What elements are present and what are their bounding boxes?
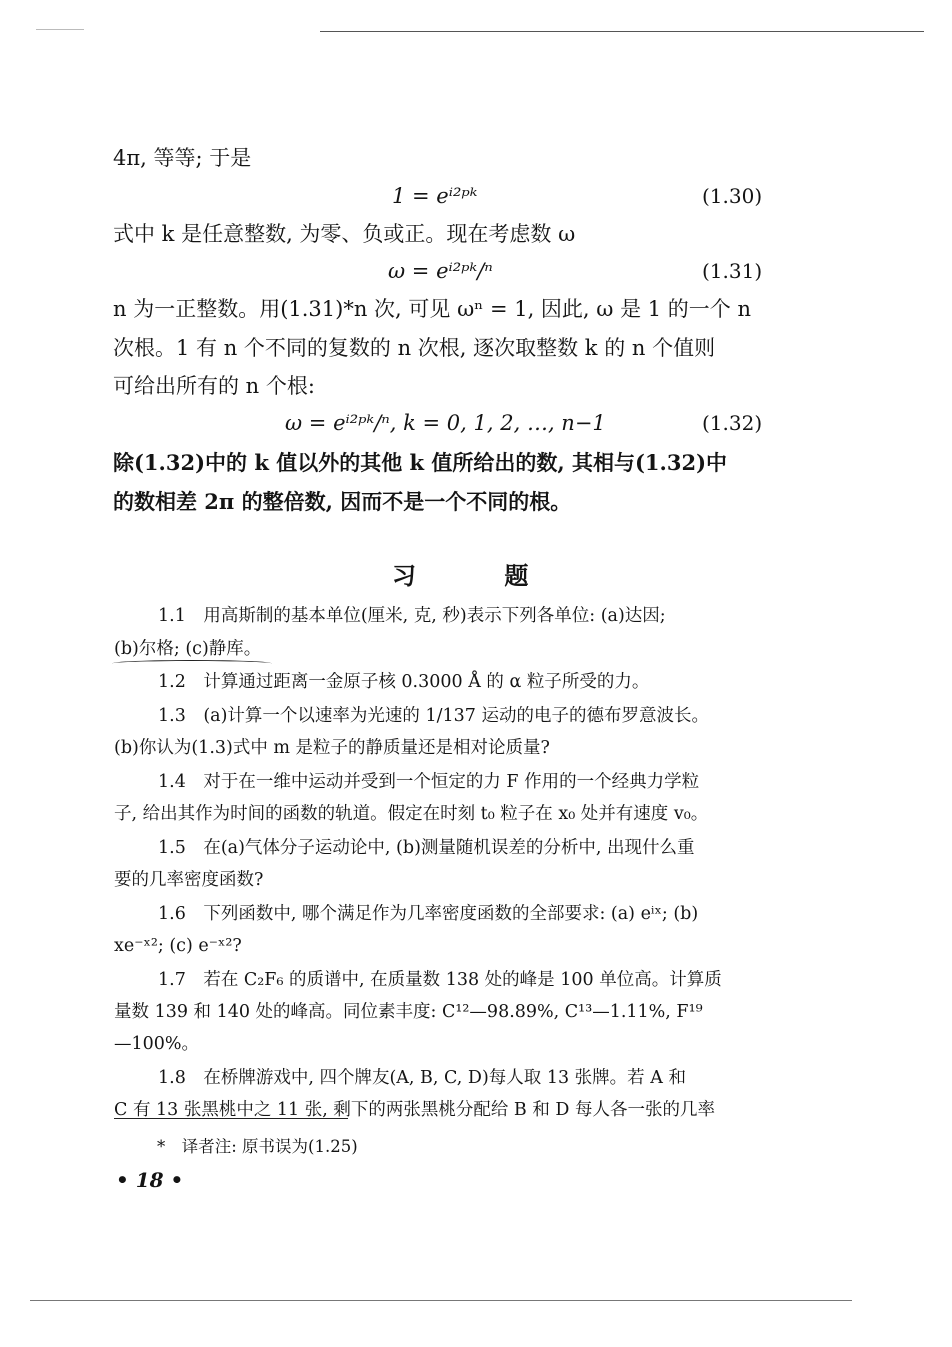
body-line: 4π, 等等; 于是 xyxy=(113,146,252,170)
body-line: 次根。1 有 n 个不同的复数的 n 次根, 逐次取整数 k 的 n 个值则 xyxy=(113,336,716,360)
scan-edge-line xyxy=(320,31,924,32)
exercise-line: 1.6 下列函数中, 哪个满足作为几率密度函数的全部要求: (a) eⁱˣ; (b) xyxy=(158,904,699,924)
body-line: 可给出所有的 n 个根: xyxy=(113,374,315,398)
body-line: n 为一正整数。用(1.31)*n 次, 可见 ωⁿ = 1, 因此, ω 是 1 的一个 n xyxy=(113,297,751,321)
exercise-line: 1.8 在桥牌游戏中, 四个牌友(A, B, C, D)每人取 13 张牌。若 A 和 xyxy=(158,1068,686,1088)
exercise-line: (b)你认为(1.3)式中 m 是粒子的静质量还是相对论质量? xyxy=(114,738,550,758)
exercise-line: 1.7 若在 C₂F₆ 的质谱中, 在质量数 138 处的峰是 100 单位高。计算质 xyxy=(158,970,722,990)
equation-1-32: ω = eⁱ²ᵖᵏ/ⁿ, k = 0, 1, 2, …, n−1 xyxy=(285,411,606,435)
equation-number: (1.32) xyxy=(702,411,763,435)
scan-edge-line xyxy=(36,29,84,30)
exercise-line: 1.4 对于在一维中运动并受到一个恒定的力 F 作用的一个经典力学粒 xyxy=(158,772,700,792)
body-line: 式中 k 是任意整数, 为零、负或正。现在考虑数 ω xyxy=(113,222,576,246)
footnote: * 译者注: 原书误为(1.25) xyxy=(157,1137,358,1156)
footnote-rule xyxy=(114,1118,348,1119)
equation-number: (1.30) xyxy=(702,184,763,208)
exercise-line: 1.1 用高斯制的基本单位(厘米, 克, 秒)表示下列各单位: (a)达因; xyxy=(158,606,666,626)
exercise-line: 1.3 (a)计算一个以速率为光速的 1/137 运动的电子的德布罗意波长。 xyxy=(158,706,709,726)
equation-1-30: 1 = eⁱ²ᵖᵏ xyxy=(392,184,478,208)
exercise-line: (b)尔格; (c)静库。 xyxy=(114,639,262,659)
pen-underline-mark xyxy=(112,660,272,667)
section-heading: 习 题 xyxy=(392,561,569,590)
exercise-line: 子, 给出其作为时间的函数的轨道。假定在时刻 t₀ 粒子在 x₀ 处并有速度 v₀。 xyxy=(114,804,709,824)
exercise-line: 1.5 在(a)气体分子运动论中, (b)测量随机误差的分析中, 出现什么重 xyxy=(158,838,695,858)
exercise-line: 1.2 计算通过距离一金原子核 0.3000 Å 的 α 粒子所受的力。 xyxy=(158,672,650,692)
exercise-line: 要的几率密度函数? xyxy=(114,870,264,890)
exercise-line: C 有 13 张黑桃中之 11 张, 剩下的两张黑桃分配给 B 和 D 每人各一张的几率 xyxy=(114,1100,716,1120)
exercise-line: 量数 139 和 140 处的峰高。同位素丰度: C¹²—98.89%, C¹³—1.11%, F¹⁹ xyxy=(114,1002,703,1022)
body-line: 的数相差 2π 的整倍数, 因而不是一个不同的根。 xyxy=(113,489,572,514)
body-line: 除(1.32)中的 k 值以外的其他 k 值所给出的数, 其相与(1.32)中 xyxy=(113,450,728,475)
exercise-line: —100%。 xyxy=(114,1034,200,1054)
page-number: • 18 • xyxy=(116,1168,184,1192)
equation-1-31: ω = eⁱ²ᵖᵏ/ⁿ xyxy=(388,259,493,283)
equation-number: (1.31) xyxy=(702,259,763,283)
scan-edge-line xyxy=(30,1300,852,1301)
exercise-line: xe⁻ˣ²; (c) e⁻ˣ²? xyxy=(114,936,242,956)
